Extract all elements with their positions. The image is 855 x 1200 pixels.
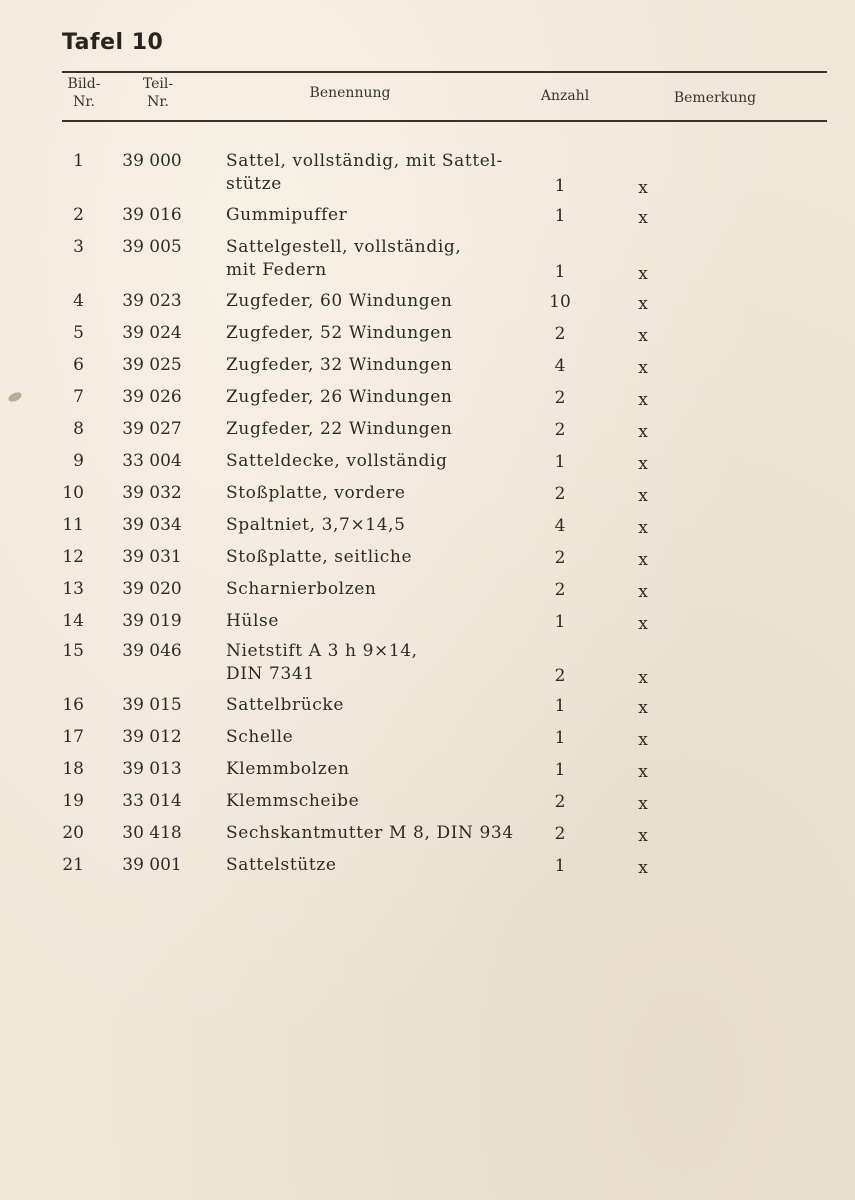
teil-nr-cell: 39 025	[122, 355, 182, 375]
anzahl-cell: 1	[554, 176, 566, 196]
benennung-cell: Satteldecke, vollständig	[226, 451, 448, 471]
header-bild-line2: Nr.	[73, 94, 95, 110]
bemerkung-cell: x	[638, 208, 648, 228]
anzahl-cell: 1	[554, 728, 566, 748]
anzahl-cell: 1	[554, 696, 566, 716]
bild-nr-cell: 9	[73, 451, 84, 471]
anzahl-cell: 1	[554, 856, 566, 876]
anzahl-cell: 2	[554, 666, 566, 686]
benennung-cell: Stoßplatte, seitliche	[226, 547, 413, 567]
teil-nr-cell: 39 005	[122, 237, 182, 257]
bemerkung-cell: x	[638, 454, 648, 474]
anzahl-cell: 4	[554, 516, 566, 536]
benennung-cell: Sechskantmutter M 8, DIN 934	[226, 823, 514, 843]
anzahl-cell: 2	[554, 484, 566, 504]
teil-nr-cell: 39 046	[122, 641, 182, 661]
page-title: Tafel 10	[62, 30, 164, 55]
bild-nr-cell: 11	[62, 515, 84, 535]
header-anzahl: Anzahl	[540, 88, 590, 104]
bemerkung-cell: x	[638, 326, 648, 346]
bild-nr-cell: 8	[73, 419, 84, 439]
teil-nr-cell: 39 024	[122, 323, 182, 343]
header-teil-nr	[130, 75, 186, 111]
benennung-cell: Stoßplatte, vordere	[226, 483, 406, 503]
benennung-cell: Sattelstütze	[226, 855, 337, 875]
benennung-cell: Zugfeder, 60 Windungen	[226, 291, 453, 311]
benennung-cell: Nietstift A 3 h 9×14,	[226, 641, 418, 661]
anzahl-cell: 2	[554, 548, 566, 568]
benennung-cell: Sattelgestell, vollständig,	[226, 237, 462, 257]
bild-nr-cell: 21	[62, 855, 84, 875]
bild-nr-cell: 4	[73, 291, 84, 311]
header-teil-line2: Nr.	[147, 94, 169, 110]
teil-nr-cell: 39 016	[122, 205, 182, 225]
bild-nr-cell: 14	[62, 611, 84, 631]
header-bild-line1: Bild-	[67, 76, 101, 92]
header-bild-nr	[56, 75, 112, 111]
teil-nr-cell: 30 418	[122, 823, 182, 843]
bild-nr-cell: 17	[62, 727, 84, 747]
bild-nr-cell: 20	[62, 823, 84, 843]
anzahl-cell: 2	[554, 824, 566, 844]
anzahl-cell: 1	[554, 206, 566, 226]
bemerkung-cell: x	[638, 668, 648, 688]
benennung-cell: Zugfeder, 22 Windungen	[226, 419, 453, 439]
bild-nr-cell: 18	[62, 759, 84, 779]
teil-nr-cell: 39 015	[122, 695, 182, 715]
bemerkung-cell: x	[638, 518, 648, 538]
anzahl-cell: 2	[554, 580, 566, 600]
bemerkung-cell: x	[638, 858, 648, 878]
teil-nr-cell: 39 000	[122, 151, 182, 171]
bemerkung-cell: x	[638, 358, 648, 378]
bemerkung-cell: x	[638, 614, 648, 634]
teil-nr-cell: 39 034	[122, 515, 182, 535]
teil-nr-cell: 33 004	[122, 451, 182, 471]
bild-nr-cell: 19	[62, 791, 84, 811]
bemerkung-cell: x	[638, 550, 648, 570]
bild-nr-cell: 7	[73, 387, 84, 407]
benennung-cell: Sattel, vollständig, mit Sattel-	[226, 151, 503, 171]
bemerkung-cell: x	[638, 826, 648, 846]
benennung-cell: Gummipuffer	[226, 205, 348, 225]
teil-nr-cell: 39 001	[122, 855, 182, 875]
anzahl-cell: 1	[554, 262, 566, 282]
teil-nr-cell: 39 031	[122, 547, 182, 567]
header-rule-bottom	[62, 120, 827, 122]
teil-nr-cell: 39 023	[122, 291, 182, 311]
anzahl-cell: 10	[549, 292, 571, 312]
benennung-cell: Scharnierbolzen	[226, 579, 377, 599]
bild-nr-cell: 1	[73, 151, 84, 171]
anzahl-cell: 2	[554, 388, 566, 408]
bemerkung-cell: x	[638, 390, 648, 410]
teil-nr-cell: 33 014	[122, 791, 182, 811]
bemerkung-cell: x	[638, 486, 648, 506]
benennung-cell-line2: stütze	[226, 174, 282, 194]
paper-stain	[7, 390, 23, 403]
teil-nr-cell: 39 012	[122, 727, 182, 747]
bemerkung-cell: x	[638, 294, 648, 314]
bemerkung-cell: x	[638, 762, 648, 782]
bild-nr-cell: 6	[73, 355, 84, 375]
benennung-cell: Sattelbrücke	[226, 695, 344, 715]
bemerkung-cell: x	[638, 178, 648, 198]
header-bemerkung: Bemerkung	[673, 90, 757, 106]
teil-nr-cell: 39 032	[122, 483, 182, 503]
benennung-cell: Schelle	[226, 727, 294, 747]
benennung-cell: Hülse	[226, 611, 279, 631]
anzahl-cell: 2	[554, 420, 566, 440]
header-rule-top	[62, 71, 827, 73]
teil-nr-cell: 39 027	[122, 419, 182, 439]
teil-nr-cell: 39 026	[122, 387, 182, 407]
bemerkung-cell: x	[638, 582, 648, 602]
teil-nr-cell: 39 019	[122, 611, 182, 631]
anzahl-cell: 2	[554, 792, 566, 812]
teil-nr-cell: 39 020	[122, 579, 182, 599]
bild-nr-cell: 16	[62, 695, 84, 715]
bemerkung-cell: x	[638, 730, 648, 750]
benennung-cell: Klemmscheibe	[226, 791, 360, 811]
bemerkung-cell: x	[638, 698, 648, 718]
benennung-cell: Spaltniet, 3,7×14,5	[226, 515, 406, 535]
bemerkung-cell: x	[638, 422, 648, 442]
teil-nr-cell: 39 013	[122, 759, 182, 779]
bemerkung-cell: x	[638, 794, 648, 814]
bemerkung-cell: x	[638, 264, 648, 284]
anzahl-cell: 1	[554, 612, 566, 632]
bild-nr-cell: 3	[73, 237, 84, 257]
anzahl-cell: 1	[554, 452, 566, 472]
header-teil-line1: Teil-	[142, 76, 174, 92]
benennung-cell-line2: DIN 7341	[226, 664, 315, 684]
bild-nr-cell: 5	[73, 323, 84, 343]
bild-nr-cell: 13	[62, 579, 84, 599]
benennung-cell: Klemmbolzen	[226, 759, 350, 779]
anzahl-cell: 1	[554, 760, 566, 780]
benennung-cell: Zugfeder, 32 Windungen	[226, 355, 453, 375]
anzahl-cell: 4	[554, 356, 566, 376]
bild-nr-cell: 12	[62, 547, 84, 567]
bild-nr-cell: 10	[62, 483, 84, 503]
benennung-cell-line2: mit Federn	[226, 260, 327, 280]
benennung-cell: Zugfeder, 52 Windungen	[226, 323, 453, 343]
header-benennung: Benennung	[309, 85, 391, 101]
benennung-cell: Zugfeder, 26 Windungen	[226, 387, 453, 407]
anzahl-cell: 2	[554, 324, 566, 344]
bild-nr-cell: 15	[62, 641, 84, 661]
bild-nr-cell: 2	[73, 205, 84, 225]
